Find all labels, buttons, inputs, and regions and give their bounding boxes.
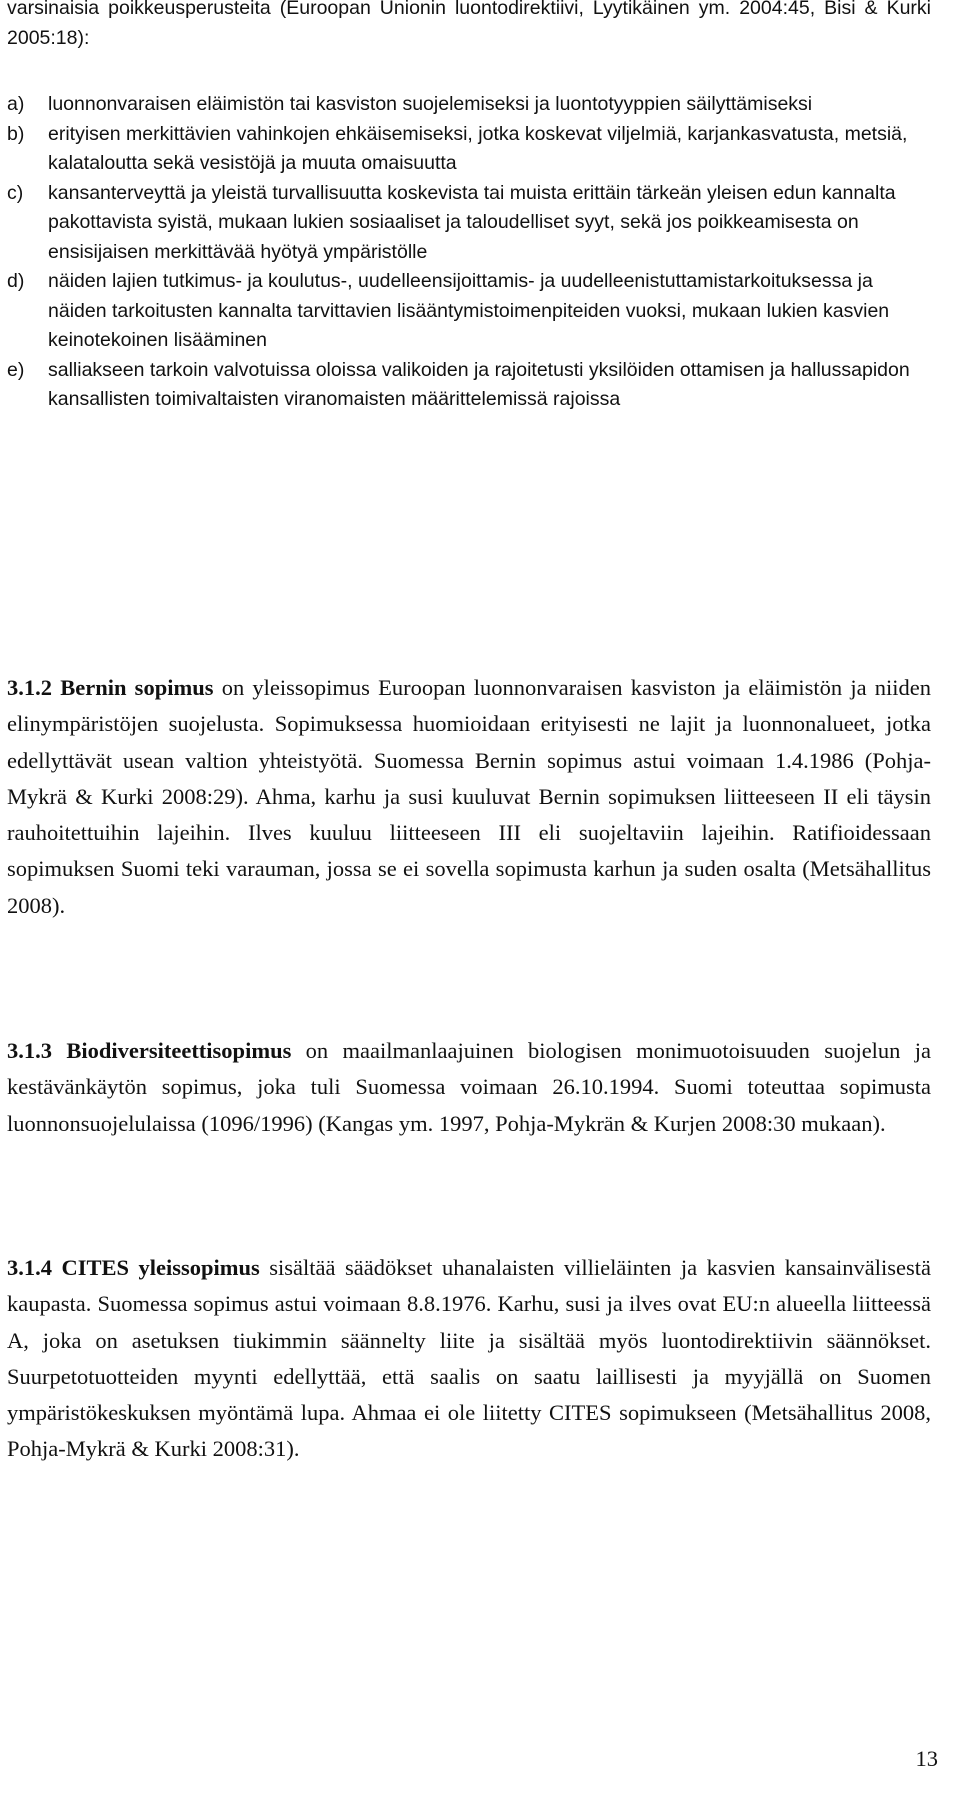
document-page xyxy=(7,0,932,1462)
list-item-text: erityisen merkittävien vahinkojen ehkäisemiseksi, jotka koskevat viljelmiä, karjankasvatusta, metsiä, kalataloutta sekä vesistöjä ja muuta omaisuutta xyxy=(48,122,908,174)
section-number: 3.1.3 xyxy=(7,1038,52,1063)
list-item xyxy=(7,179,931,268)
list-item-text: salliakseen tarkoin valvotuissa oloissa valikoiden ja rajoitetusti yksilöiden ottamisen ja hallussapidon kansallisten toimivaltaisten viranomaisten määrittelemissä rajoissa xyxy=(48,358,910,410)
section-body: on maailmanlaajuinen biologisen monimuotoisuuden suojelun ja kestävänkäytön sopimus, joka tuli Suomessa voimaan 26.10.1994. Suomi toteuttaa sopimusta luonnonsuojelulaissa (1096/1996) (Kangas ym. 1997, Pohja-Mykrän & Kurjen 2008:30 mukaan). xyxy=(7,1038,932,1136)
section-cites-convention xyxy=(7,1250,931,1468)
list-item xyxy=(7,90,931,120)
page-number: 13 xyxy=(915,1746,938,1771)
section-body: sisältää säädökset uhanalaisten villieläinten ja kasvien kansainvälisestä kaupasta. Suomessa sopimus astui voimaan 8.8.1976. Karhu, susi ja ilves ovat EU:n alueella liitteessä A, joka on asetuksen tiukimmin säännelty liite ja sisältää myös luontodirektiivin säännökset. Suurpetotuotteiden myynti edellyttää, että saalis on saatu laillisesti ja myyjällä on Suomen ympäristökeskuksen myöntämä lupa. Ahmaa ei ole liitetty CITES sopimukseen (Metsähallitus 2008, Pohja-Mykrä & Kurki 2008:31). xyxy=(7,1255,932,1462)
list-item xyxy=(7,356,931,415)
list-marker: d) xyxy=(7,270,25,292)
section-body: on yleissopimus Euroopan luonnonvaraisen kasviston ja eläimistön ja niiden elinympäristöjen suojelusta. Sopimuksessa huomioidaan erityisesti ne lajit ja luonnonalueet, jotka edellyttävät usean valtion yhteistyötä. Suomessa Bernin sopimus astui voimaan 1.4.1986 (Pohja-Mykrä & Kurki 2008:29). Ahma, karhu ja susi kuuluvat Bernin sopimuksen liitteeseen II eli täysin rauhoitettuihin lajeihin. Ilves kuuluu liitteeseen III eli suojeltaviin lajeihin. Ratifioidessaan sopimuksen Suomi teki varauman, jossa se ei sovella sopimusta karhun ja suden osalta (Metsähallitus 2008). xyxy=(7,675,932,918)
list-item-text: kansanterveyttä ja yleistä turvallisuutta koskevista tai muista erittäin tärkeän yleisen edun kannalta pakottavista syistä, mukaan lukien sosiaaliset ja taloudelliset syyt, sekä jos poikkeamisesta on ensisijaisen merkittävää hyötyä ympäristölle xyxy=(48,181,896,263)
list-marker: e) xyxy=(7,358,25,381)
intro-paragraph: varsinaisia poikkeusperusteita (Euroopan Unionin luontodirektiivi, Lyytikäinen ym. 2004:45, Bisi & Kurki 2005:18): xyxy=(7,0,931,49)
section-term: Bernin sopimus xyxy=(60,675,214,700)
section-biodiversity-convention xyxy=(7,1033,931,1142)
section-term: Biodiversiteettisopimus xyxy=(66,1038,292,1063)
list-marker: c) xyxy=(7,181,24,204)
section-bern-convention xyxy=(7,670,931,924)
list-item-text: luonnonvaraisen eläimistön tai kasviston suojelemiseksi ja luontotyyppien säilyttämiseksi xyxy=(48,93,813,115)
section-number: 3.1.4 xyxy=(7,1255,52,1280)
section-number: 3.1.2 xyxy=(7,675,52,700)
list-marker: a) xyxy=(7,93,25,115)
list-item xyxy=(7,267,931,356)
list-item xyxy=(7,120,931,179)
list-marker: b) xyxy=(7,122,25,145)
section-term: CITES yleissopimus xyxy=(61,1255,260,1280)
list-item-text: näiden lajien tutkimus- ja koulutus-, uudelleensijoittamis- ja uudelleenistuttamistarkoituksessa ja näiden tarkoitusten kannalta tarvittavien lisääntymistoimenpiteiden vuoksi, mukaan lukien kasvien keinotekoinen lisääminen xyxy=(48,270,890,351)
exception-list xyxy=(7,90,931,415)
